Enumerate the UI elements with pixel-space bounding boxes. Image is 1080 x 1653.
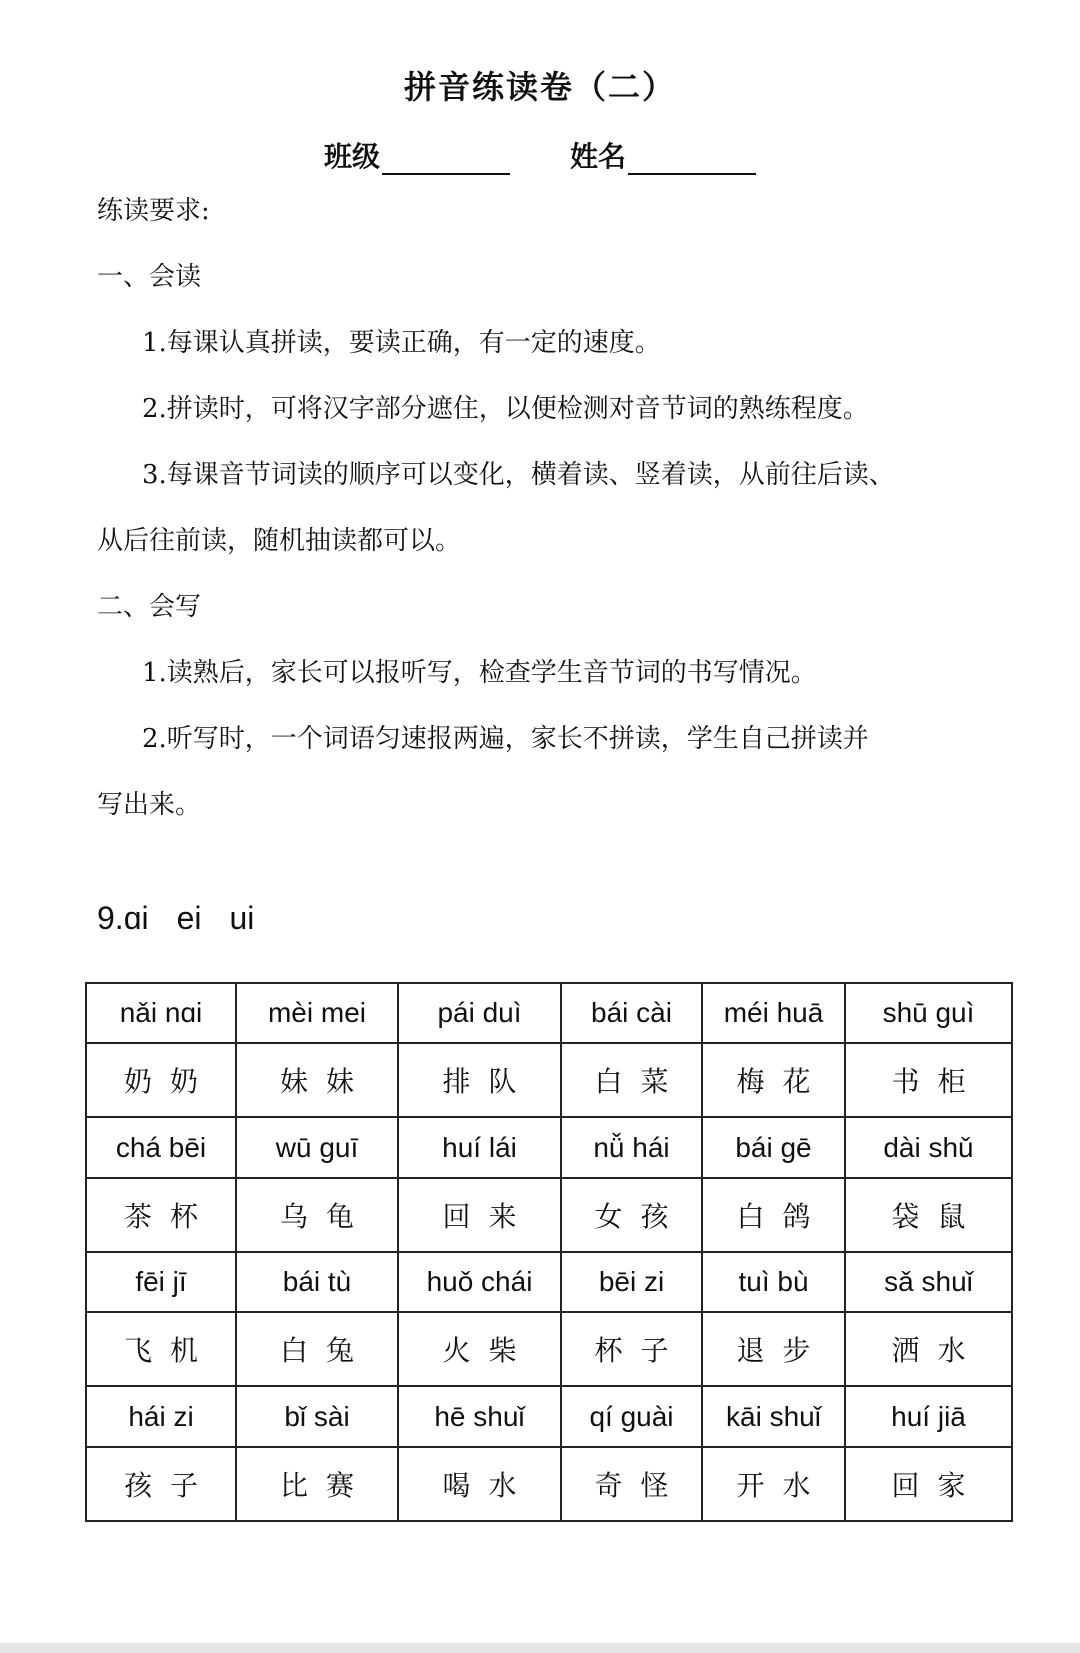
hanzi-cell: 洒水 — [845, 1312, 1012, 1386]
hanzi-cell: 奇怪 — [561, 1447, 702, 1521]
requirements-heading: 练读要求: — [97, 196, 210, 226]
pinyin-cell: bēi zi — [561, 1252, 702, 1312]
hanzi-cell: 回家 — [845, 1447, 1012, 1521]
pinyin-cell: dài shǔ — [845, 1117, 1012, 1177]
requirements — [97, 178, 997, 838]
hanzi-row — [86, 1043, 1012, 1117]
hanzi-cell: 退步 — [702, 1312, 845, 1386]
pinyin-cell: wū guī — [236, 1117, 398, 1177]
hanzi-cell: 白鸽 — [702, 1178, 845, 1252]
pinyin-cell: nǚ hái — [561, 1117, 702, 1177]
lesson-heading — [97, 900, 282, 937]
pinyin-cell: tuì bù — [702, 1252, 845, 1312]
hanzi-cell: 飞机 — [86, 1312, 236, 1386]
section-heading: 一、会读 — [97, 262, 202, 292]
pinyin-cell: méi huā — [702, 983, 845, 1043]
hanzi-cell: 开水 — [702, 1447, 845, 1521]
class-blank[interactable] — [382, 141, 510, 175]
pinyin-row — [86, 983, 1012, 1043]
hanzi-cell: 袋鼠 — [845, 1178, 1012, 1252]
word-table — [85, 982, 1013, 1522]
hanzi-cell: 喝水 — [398, 1447, 561, 1521]
pinyin-cell: bái tù — [236, 1252, 398, 1312]
pinyin-cell: huí lái — [398, 1117, 561, 1177]
hanzi-cell: 乌龟 — [236, 1178, 398, 1252]
hanzi-cell: 茶杯 — [86, 1178, 236, 1252]
hanzi-cell: 白菜 — [561, 1043, 702, 1117]
hanzi-cell: 排队 — [398, 1043, 561, 1117]
requirement-item: 2.听写时，一个词语匀速报两遍，家长不拼读，学生自己拼读并 — [142, 724, 869, 754]
requirement-item-continued: 从后往前读，随机抽读都可以。 — [97, 526, 462, 556]
hanzi-cell: 女孩 — [561, 1178, 702, 1252]
pinyin-cell: shū guì — [845, 983, 1012, 1043]
hanzi-cell: 杯子 — [561, 1312, 702, 1386]
pinyin-row — [86, 1386, 1012, 1446]
class-label: 班级 — [323, 140, 380, 173]
pinyin-cell: hái zi — [86, 1386, 236, 1446]
page-bottom-edge — [0, 1643, 1080, 1653]
class-field[interactable] — [324, 135, 510, 175]
requirement-item: 2.拼读时，可将汉字部分遮住，以便检测对音节词的熟练程度。 — [142, 394, 869, 424]
lesson-final: ei — [176, 900, 202, 936]
pinyin-cell: kāi shuǐ — [702, 1386, 845, 1446]
requirement-item: 1.读熟后，家长可以报听写，检查学生音节词的书写情况。 — [142, 658, 817, 688]
hanzi-cell: 书柜 — [845, 1043, 1012, 1117]
hanzi-cell: 火柴 — [398, 1312, 561, 1386]
pinyin-cell: mèi mei — [236, 983, 398, 1043]
pinyin-cell: qí guài — [561, 1386, 702, 1446]
pinyin-cell: hē shuǐ — [398, 1386, 561, 1446]
requirement-item: 3.每课音节词读的顺序可以变化，横着读、竖着读，从前往后读、 — [142, 460, 895, 490]
hanzi-cell: 白兔 — [236, 1312, 398, 1386]
pinyin-cell: nǎi nɑi — [86, 983, 236, 1043]
pinyin-cell: bái gē — [702, 1117, 845, 1177]
pinyin-cell: bǐ sài — [236, 1386, 398, 1446]
name-blank[interactable] — [628, 141, 756, 175]
lesson-final: ui — [229, 900, 255, 936]
hanzi-cell: 梅花 — [702, 1043, 845, 1117]
pinyin-cell: fēi jī — [86, 1252, 236, 1312]
lesson-number: 9. — [97, 900, 124, 936]
requirement-item: 1.每课认真拼读，要读正确，有一定的速度。 — [142, 328, 661, 358]
pinyin-row — [86, 1252, 1012, 1312]
pinyin-row — [86, 1117, 1012, 1177]
pinyin-cell: sǎ shuǐ — [845, 1252, 1012, 1312]
hanzi-row — [86, 1312, 1012, 1386]
name-label: 姓名 — [570, 140, 627, 173]
pinyin-cell: huí jiā — [845, 1386, 1012, 1446]
hanzi-cell: 比赛 — [236, 1447, 398, 1521]
pinyin-cell: pái duì — [398, 983, 561, 1043]
hanzi-cell: 孩子 — [86, 1447, 236, 1521]
pinyin-cell: chá bēi — [86, 1117, 236, 1177]
page-title: 拼音练读卷（二） — [403, 68, 676, 106]
section-heading: 二、会写 — [97, 592, 202, 622]
lesson-final: ɑi — [123, 900, 149, 936]
requirement-item-continued: 写出来。 — [97, 790, 202, 820]
hanzi-cell: 妹妹 — [236, 1043, 398, 1117]
name-field[interactable] — [570, 135, 756, 175]
hanzi-cell: 回来 — [398, 1178, 561, 1252]
student-info — [0, 135, 1080, 175]
hanzi-row — [86, 1178, 1012, 1252]
hanzi-cell: 奶奶 — [86, 1043, 236, 1117]
pinyin-cell: huǒ chái — [398, 1252, 561, 1312]
pinyin-cell: bái cài — [561, 983, 702, 1043]
hanzi-row — [86, 1447, 1012, 1521]
